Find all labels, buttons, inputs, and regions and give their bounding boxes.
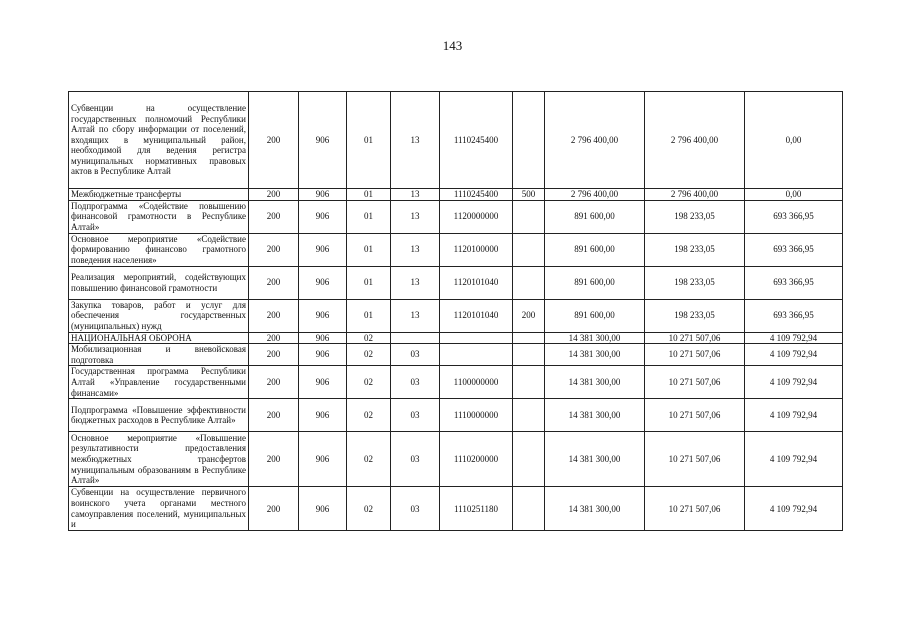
cell-c6 [513,344,545,366]
cell-c8: 198 233,05 [645,200,745,233]
cell-c6 [513,487,545,531]
cell-c8: 10 271 507,06 [645,332,745,344]
cell-c7: 2 796 400,00 [545,92,645,189]
cell-c4: 03 [391,399,440,432]
cell-c6 [513,92,545,189]
cell-c5: 1120101040 [440,299,513,332]
row-name-text: Подпрограмма «Повышение эффективности бюджетных расходов в Республике Алтай» [71,404,246,426]
cell-c6 [513,366,545,399]
cell-c5: 1110000000 [440,399,513,432]
cell-c9: 0,00 [745,92,843,189]
cell-c2: 906 [299,92,347,189]
cell-c4: 03 [391,366,440,399]
cell-c2: 906 [299,299,347,332]
cell-c1: 200 [249,366,299,399]
cell-c2: 906 [299,366,347,399]
cell-c4: 13 [391,266,440,299]
cell-c6 [513,432,545,487]
row-name-cell [69,399,249,432]
cell-c3: 02 [347,487,391,531]
table-row [69,366,843,399]
cell-c4: 03 [391,487,440,531]
cell-c5: 1120101040 [440,266,513,299]
cell-c9: 693 366,95 [745,299,843,332]
cell-c5: 1110245400 [440,92,513,189]
cell-c7: 14 381 300,00 [545,366,645,399]
cell-c1: 200 [249,299,299,332]
row-name-text: НАЦИОНАЛЬНАЯ ОБОРОНА [71,332,192,343]
cell-c1: 200 [249,332,299,344]
row-name-cell [69,332,249,344]
row-name-text: Субвенции на осуществление первичного воинского учета органами местного самоуправления поселений, муниципальных и [71,487,246,530]
cell-c8: 2 796 400,00 [645,92,745,189]
cell-c5: 1110245400 [440,189,513,201]
row-name-cell [69,200,249,233]
cell-c9: 693 366,95 [745,200,843,233]
cell-c3: 01 [347,189,391,201]
row-name-text: Реализация мероприятий, содействующих повышению финансовой грамотности [71,272,246,293]
cell-c6 [513,332,545,344]
cell-c1: 200 [249,92,299,189]
cell-c2: 906 [299,200,347,233]
cell-c9: 4 109 792,94 [745,432,843,487]
row-name-text: Субвенции на осуществление государственных полномочий Республики Алтай по сбору информации от поселений, входящих в муниципальный район, необходимой для ведения регистра муниципальных нормативных правовых актов в Республике Алтай [71,102,246,177]
cell-c7: 14 381 300,00 [545,432,645,487]
table-row [69,344,843,366]
row-name-text: Государственная программа Республики Алтай «Управление государственными финансами» [71,366,246,398]
cell-c7: 2 796 400,00 [545,189,645,201]
cell-c3: 02 [347,366,391,399]
cell-c6: 500 [513,189,545,201]
cell-c7: 14 381 300,00 [545,487,645,531]
cell-c5: 1110200000 [440,432,513,487]
cell-c7: 891 600,00 [545,266,645,299]
cell-c5: 1110251180 [440,487,513,531]
cell-c1: 200 [249,189,299,201]
cell-c6 [513,233,545,266]
table-row [69,266,843,299]
cell-c1: 200 [249,233,299,266]
cell-c1: 200 [249,399,299,432]
cell-c1: 200 [249,432,299,487]
row-name-text: Закупка товаров, работ и услуг для обеспечения государственных (муниципальных) нужд [71,299,246,331]
row-name-cell [69,344,249,366]
cell-c7: 891 600,00 [545,200,645,233]
cell-c9: 693 366,95 [745,266,843,299]
row-name-text: Межбюджетные трансферты [71,189,182,199]
cell-c3: 02 [347,432,391,487]
cell-c1: 200 [249,487,299,531]
cell-c2: 906 [299,189,347,201]
row-name-cell [69,487,249,531]
cell-c3: 02 [347,399,391,432]
cell-c9: 4 109 792,94 [745,399,843,432]
cell-c4 [391,332,440,344]
table-row [69,299,843,332]
cell-c7: 891 600,00 [545,299,645,332]
cell-c4: 13 [391,92,440,189]
cell-c6 [513,200,545,233]
row-name-cell [69,233,249,266]
cell-c2: 906 [299,332,347,344]
cell-c3: 01 [347,299,391,332]
cell-c2: 906 [299,432,347,487]
cell-c8: 198 233,05 [645,266,745,299]
table-row [69,432,843,487]
table-row [69,189,843,201]
cell-c4: 03 [391,344,440,366]
cell-c8: 10 271 507,06 [645,432,745,487]
cell-c7: 14 381 300,00 [545,399,645,432]
table-row [69,233,843,266]
table-row [69,332,843,344]
cell-c9: 0,00 [745,189,843,201]
cell-c5: 1120100000 [440,233,513,266]
cell-c2: 906 [299,344,347,366]
cell-c7: 891 600,00 [545,233,645,266]
cell-c5 [440,344,513,366]
table-row [69,92,843,189]
cell-c8: 10 271 507,06 [645,366,745,399]
row-name-text: Подпрограмма «Содействие повышению финансовой грамотности в Республике Алтай» [71,200,246,232]
table-row [69,200,843,233]
row-name-text: Основное мероприятие «Повышение результативности предоставления межбюджетных трансфертов муниципальным образованиям в Республике Алтай» [71,432,246,486]
row-name-text: Основное мероприятие «Содействие формированию финансово грамотного поведения населения» [71,233,246,265]
cell-c4: 03 [391,432,440,487]
cell-c5 [440,332,513,344]
cell-c3: 02 [347,344,391,366]
cell-c3: 01 [347,266,391,299]
cell-c4: 13 [391,200,440,233]
cell-c2: 906 [299,399,347,432]
row-name-cell [69,92,249,189]
table-row [69,399,843,432]
cell-c5: 1100000000 [440,366,513,399]
cell-c8: 198 233,05 [645,299,745,332]
row-name-cell [69,366,249,399]
cell-c4: 13 [391,299,440,332]
cell-c9: 4 109 792,94 [745,332,843,344]
cell-c8: 198 233,05 [645,233,745,266]
cell-c3: 02 [347,332,391,344]
cell-c6 [513,399,545,432]
cell-c6: 200 [513,299,545,332]
cell-c2: 906 [299,487,347,531]
row-name-cell [69,299,249,332]
cell-c7: 14 381 300,00 [545,332,645,344]
cell-c1: 200 [249,344,299,366]
table-row [69,487,843,531]
cell-c9: 693 366,95 [745,233,843,266]
row-name-cell [69,432,249,487]
cell-c8: 10 271 507,06 [645,399,745,432]
cell-c3: 01 [347,200,391,233]
budget-table [68,91,843,531]
cell-c9: 4 109 792,94 [745,487,843,531]
row-name-text: Мобилизационная и вневойсковая подготовка [71,344,246,365]
cell-c5: 1120000000 [440,200,513,233]
cell-c4: 13 [391,233,440,266]
cell-c8: 2 796 400,00 [645,189,745,201]
cell-c6 [513,266,545,299]
cell-c9: 4 109 792,94 [745,366,843,399]
cell-c8: 10 271 507,06 [645,344,745,366]
cell-c9: 4 109 792,94 [745,344,843,366]
cell-c2: 906 [299,266,347,299]
cell-c8: 10 271 507,06 [645,487,745,531]
cell-c2: 906 [299,233,347,266]
cell-c3: 01 [347,92,391,189]
page-number: 143 [442,38,463,53]
cell-c1: 200 [249,266,299,299]
row-name-cell [69,189,249,201]
cell-c7: 14 381 300,00 [545,344,645,366]
cell-c4: 13 [391,189,440,201]
cell-c1: 200 [249,200,299,233]
cell-c3: 01 [347,233,391,266]
row-name-cell [69,266,249,299]
